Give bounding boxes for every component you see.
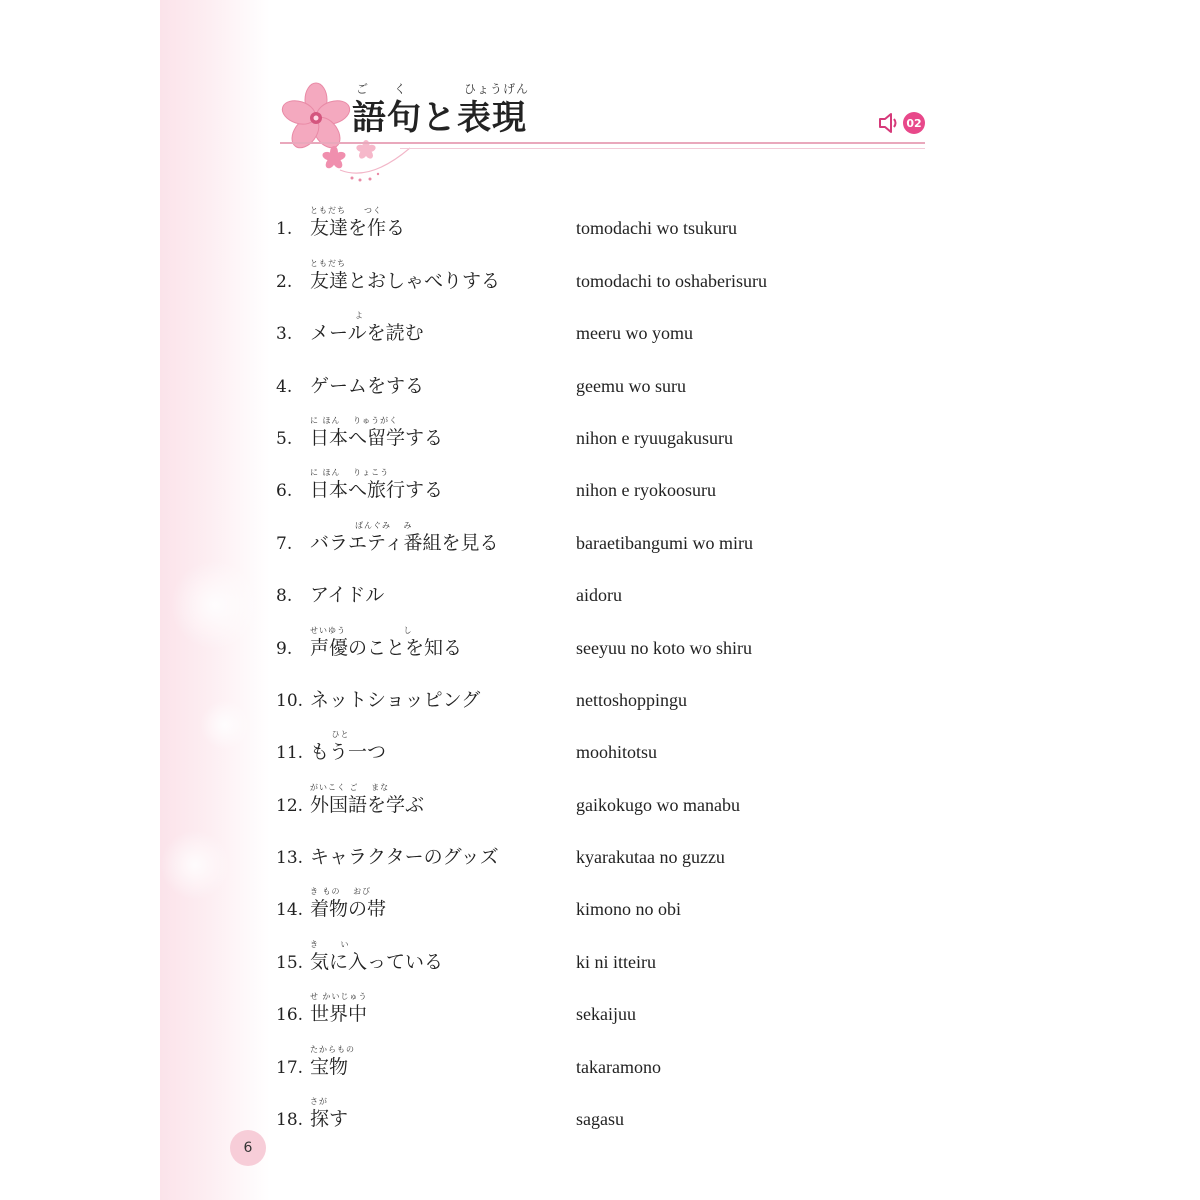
vocab-japanese: 探す bbox=[310, 1108, 349, 1131]
bokeh-circle bbox=[200, 700, 250, 750]
vocab-japanese: 着物の帯 bbox=[310, 898, 387, 921]
vocab-ruby: に ほん りょこう bbox=[310, 468, 390, 478]
vocab-romaji: ki ni itteiru bbox=[576, 951, 656, 972]
vocab-romaji: sekaijuu bbox=[576, 1004, 636, 1025]
vocab-japanese: ネットショッピング bbox=[310, 688, 481, 711]
vocab-romaji: kyarakutaa no guzzu bbox=[576, 847, 725, 868]
header-divider bbox=[280, 142, 925, 144]
vocabulary-list bbox=[276, 200, 896, 1143]
vocab-row bbox=[276, 567, 896, 619]
vocab-row bbox=[276, 1038, 896, 1090]
vocab-row bbox=[276, 514, 896, 566]
vocab-romaji: moohitotsu bbox=[576, 742, 658, 763]
vocab-japanese: 外国語を学ぶ bbox=[310, 793, 425, 816]
vocab-ruby: たからもの bbox=[310, 1044, 355, 1054]
vocab-japanese: 宝物 bbox=[310, 1055, 349, 1078]
vocab-row bbox=[276, 829, 896, 881]
vocab-row bbox=[276, 619, 896, 671]
vocab-japanese: 日本へ旅行する bbox=[310, 479, 444, 502]
vocab-row bbox=[276, 933, 896, 985]
vocab-number: 17. bbox=[276, 1057, 304, 1078]
vocab-number: 15. bbox=[276, 952, 304, 973]
vocab-ruby: ひと bbox=[310, 730, 350, 740]
vocab-number: 12. bbox=[276, 795, 304, 816]
vocab-row bbox=[276, 672, 896, 724]
decorative-side-strip bbox=[160, 0, 270, 1200]
vocab-romaji: nihon e ryuugakusuru bbox=[576, 427, 733, 448]
vocab-number: 4. bbox=[276, 376, 293, 397]
vocab-ruby: ともだち つく bbox=[310, 206, 382, 216]
vocab-ruby: ともだち bbox=[310, 258, 346, 268]
vocab-number: 3. bbox=[276, 324, 293, 345]
title-ruby: ご bbox=[356, 82, 370, 96]
section-title-text: 語句と表現 bbox=[352, 98, 527, 138]
vocab-ruby: よ bbox=[310, 311, 364, 321]
bokeh-circle bbox=[170, 560, 260, 650]
page-number-badge: 6 bbox=[230, 1130, 266, 1166]
vocab-number: 10. bbox=[276, 690, 304, 711]
vocab-japanese: 声優のことを知る bbox=[310, 636, 463, 659]
vocab-row bbox=[276, 410, 896, 462]
vocab-japanese: メールを読む bbox=[310, 322, 424, 345]
vocab-japanese: 友達を作る bbox=[310, 217, 406, 240]
vocab-row bbox=[276, 305, 896, 357]
vocab-ruby: せいゆう し bbox=[310, 625, 413, 635]
section-header bbox=[280, 78, 925, 188]
vocab-romaji: geemu wo suru bbox=[576, 375, 686, 396]
vocab-romaji: aidoru bbox=[576, 585, 622, 606]
vocab-number: 1. bbox=[276, 219, 293, 240]
vocab-number: 11. bbox=[276, 743, 304, 764]
vocab-romaji: tomodachi to oshaberisuru bbox=[576, 270, 767, 291]
vocab-number: 16. bbox=[276, 1005, 304, 1026]
vocab-ruby: がいこく ご まな bbox=[310, 782, 390, 792]
vocab-japanese: もう一つ bbox=[310, 741, 387, 764]
speaker-icon[interactable] bbox=[878, 111, 900, 135]
vocab-romaji: baraetibangumi wo miru bbox=[576, 532, 753, 553]
title-ruby: く bbox=[394, 82, 408, 96]
vocab-japanese: 日本へ留学する bbox=[310, 426, 444, 449]
vocab-japanese: 世界中 bbox=[310, 1003, 368, 1026]
section-title bbox=[352, 82, 530, 139]
vocab-japanese: バラエティ番組を見る bbox=[310, 531, 499, 554]
vocab-row bbox=[276, 200, 896, 252]
audio-track[interactable] bbox=[878, 111, 925, 135]
vocab-ruby: に ほん りゅうがく bbox=[310, 415, 399, 425]
vocab-romaji: meeru wo yomu bbox=[576, 323, 693, 344]
vocab-japanese: 友達とおしゃべりする bbox=[310, 269, 501, 292]
vocab-number: 8. bbox=[276, 586, 293, 607]
vocab-number: 13. bbox=[276, 848, 304, 869]
vocab-ruby: き もの おび bbox=[310, 887, 372, 897]
vocab-number: 18. bbox=[276, 1110, 304, 1131]
vocab-number: 9. bbox=[276, 638, 293, 659]
vocab-romaji: nihon e ryokoosuru bbox=[576, 480, 716, 501]
vocab-number: 14. bbox=[276, 900, 304, 921]
vocab-romaji: sagasu bbox=[576, 1109, 624, 1130]
bokeh-circle bbox=[160, 830, 230, 900]
vocab-romaji: seeyuu no koto wo shiru bbox=[576, 637, 752, 658]
vocab-japanese: キャラクターのグッズ bbox=[310, 846, 499, 869]
vocab-romaji: nettoshoppingu bbox=[576, 689, 687, 710]
vocab-japanese: ゲームをする bbox=[310, 374, 425, 397]
vocab-ruby: せ かいじゅう bbox=[310, 992, 368, 1002]
vocab-number: 6. bbox=[276, 481, 293, 502]
vocab-japanese: アイドル bbox=[310, 584, 385, 607]
vocab-romaji: kimono no obi bbox=[576, 899, 682, 920]
vocab-row bbox=[276, 357, 896, 409]
vocab-number: 2. bbox=[276, 271, 293, 292]
vocab-row bbox=[276, 724, 896, 776]
header-divider-thin bbox=[400, 148, 925, 149]
vocab-row bbox=[276, 1091, 896, 1143]
vocab-number: 7. bbox=[276, 533, 293, 554]
vocab-romaji: tomodachi wo tsukuru bbox=[576, 218, 737, 239]
vocab-ruby: ばんぐみ み bbox=[310, 520, 413, 530]
vocab-row bbox=[276, 462, 896, 514]
vocab-row bbox=[276, 881, 896, 933]
vocab-romaji: gaikokugo wo manabu bbox=[576, 794, 740, 815]
vocab-romaji: takaramono bbox=[576, 1056, 661, 1077]
vocab-ruby: さが bbox=[310, 1097, 328, 1107]
vocab-row bbox=[276, 776, 896, 828]
vocab-row bbox=[276, 986, 896, 1038]
vocab-number: 5. bbox=[276, 428, 293, 449]
vocab-japanese: 気に入っている bbox=[310, 950, 444, 973]
title-ruby: ひょうげん bbox=[464, 82, 530, 96]
vocab-row bbox=[276, 252, 896, 304]
track-number-badge: 02 bbox=[903, 112, 925, 134]
vocab-ruby: き い bbox=[310, 939, 350, 949]
